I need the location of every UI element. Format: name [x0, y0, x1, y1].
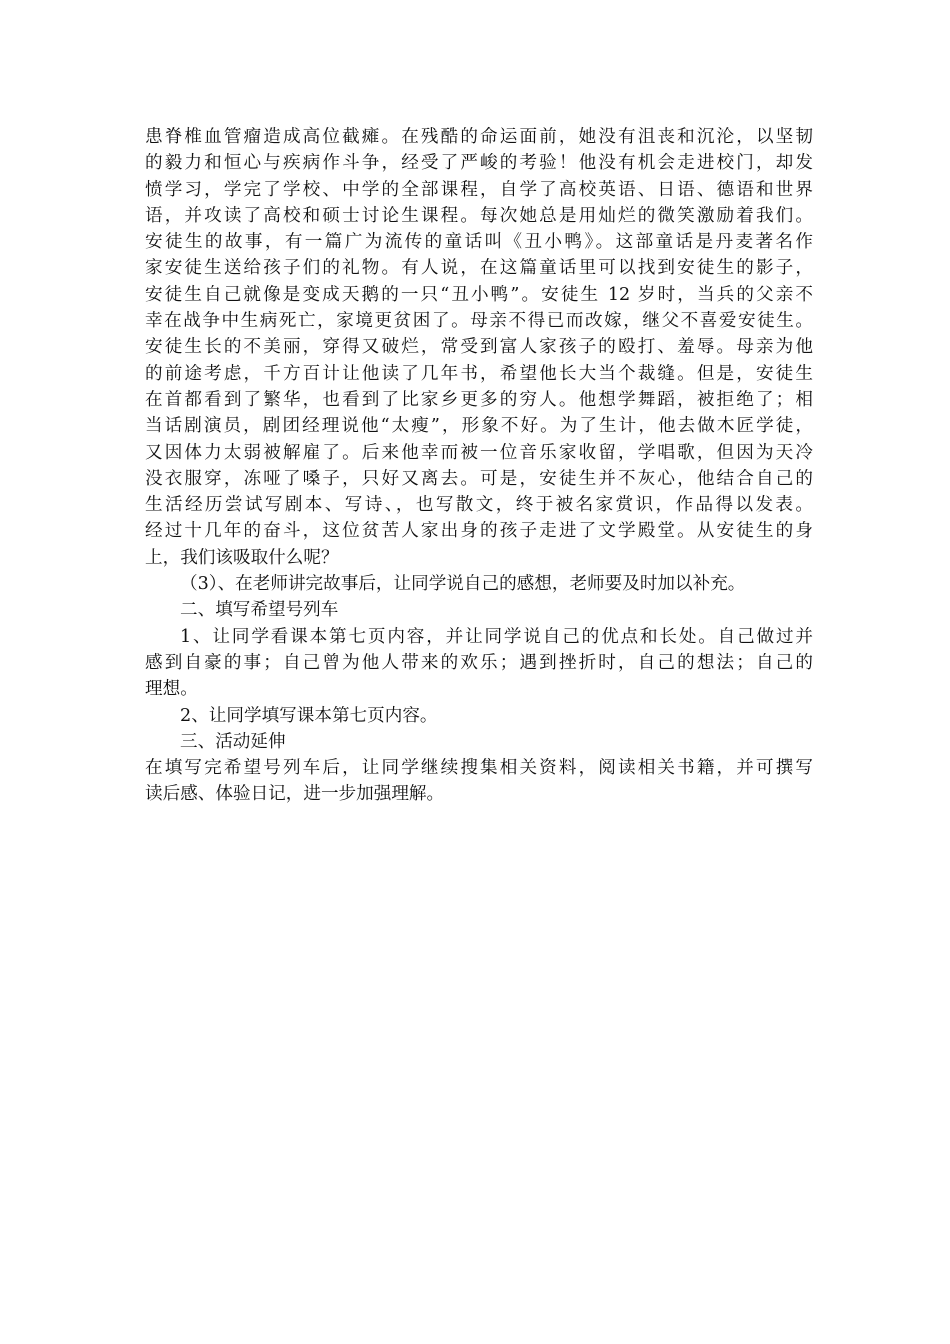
paragraph-line: 家安徒生送给孩子们的礼物。有人说，在这篇童话里可以找到安徒生的影子， — [145, 258, 813, 279]
document-body — [145, 124, 813, 808]
paragraph-line: 幸在战争中生病死亡，家境更贫困了。母亲不得已而改嫁，继父不喜爱安徒生。 — [145, 311, 813, 332]
paragraph-line: 经过十几年的奋斗，这位贫苦人家出身的孩子走进了文学殿堂。从安徒生的身 — [145, 521, 813, 542]
paragraph-line: 理想。 — [145, 679, 198, 700]
paragraph-line: 感到自豪的事；自己曾为他人带来的欢乐；遇到挫折时，自己的想法；自己的 — [145, 652, 813, 673]
paragraph-line: 又因体力太弱被解雇了。后来他幸而被一位音乐家收留，学唱歌，但因为天冷 — [145, 442, 813, 463]
paragraph-line: 当话剧演员，剧团经理说他“太瘦”，形象不好。为了生计，他去做木匠学徒， — [145, 416, 813, 437]
paragraph-line: 在填写完希望号列车后，让同学继续搜集相关资料，阅读相关书籍，并可撰写 — [145, 758, 813, 779]
paragraph-line: 没衣服穿，冻哑了嗓子，只好又离去。可是，安徒生并不灰心，他结合自己的 — [145, 468, 813, 489]
paragraph-line: 安徒生的故事，有一篇广为流传的童话叫《丑小鸭》。这部童话是丹麦著名作 — [145, 232, 813, 253]
paragraph-line: 愤学习，学完了学校、中学的全部课程，自学了高校英语、日语、德语和世界 — [145, 179, 813, 200]
paragraph-line: 的毅力和恒心与疾病作斗争，经受了严峻的考验！他没有机会走进校门，却发 — [145, 153, 813, 174]
paragraph-line: 2、让同学填写课本第七页内容。 — [180, 705, 438, 726]
paragraph-line: 二、填写希望号列车 — [180, 600, 339, 621]
paragraph-line: 患脊椎血管瘤造成高位截瘫。在残酷的命运面前，她没有沮丧和沉沦，以坚韧 — [145, 127, 813, 147]
paragraph-line: 1、让同学看课本第七页内容，并让同学说自己的优点和长处。自己做过并 — [180, 626, 813, 647]
paragraph-line: 的前途考虑，千方百计让他读了几年书，希望他长大当个裁缝。但是，安徒生 — [145, 363, 813, 384]
paragraph-line: 读后感、体验日记，进一步加强理解。 — [145, 784, 445, 805]
paragraph-line: 在首都看到了繁华，也看到了比家乡更多的穷人。他想学舞蹈，被拒绝了；相 — [145, 389, 813, 410]
paragraph-line: （3）、在老师讲完故事后，让同学说自己的感想，老师要及时加以补充。 — [180, 574, 746, 595]
paragraph-line: 三、活动延伸 — [180, 731, 286, 752]
paragraph-line: 安徒生长的不美丽，穿得又破烂，常受到富人家孩子的殴打、羞辱。母亲为他 — [145, 337, 813, 358]
paragraph-line: 生活经历尝试写剧本、写诗、，也写散文，终于被名家赏识，作品得以发表。 — [145, 495, 813, 516]
paragraph-line: 语，并攻读了高校和硕士讨论生课程。每次她总是用灿烂的微笑激励着我们。 — [145, 205, 813, 226]
paragraph-line: 安徒生自己就像是变成天鹅的一只“丑小鸭”。安徒生 12 岁时，当兵的父亲不 — [145, 284, 813, 305]
paragraph-line: 上，我们该吸取什么呢？ — [145, 547, 339, 568]
